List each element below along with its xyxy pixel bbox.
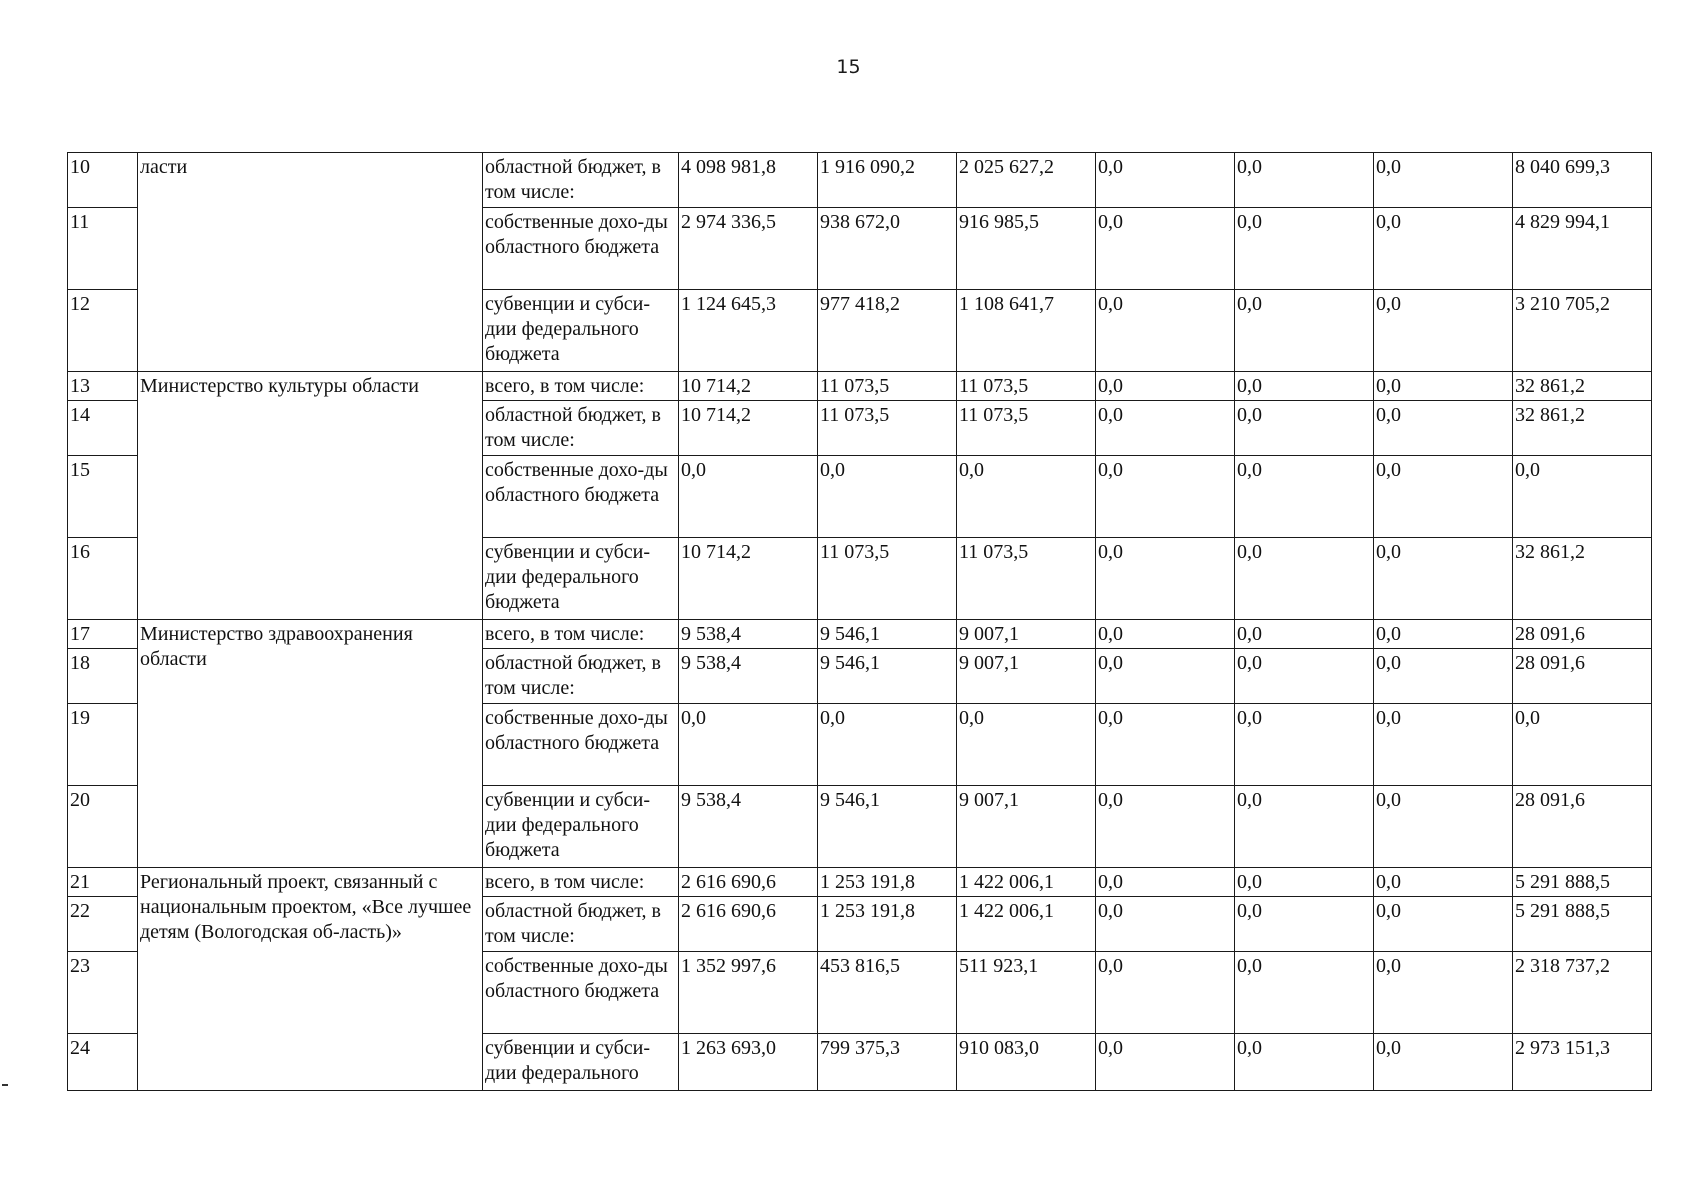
value-cell: 0,0 bbox=[1374, 153, 1513, 208]
value-cell: 9 538,4 bbox=[679, 649, 818, 704]
value-cell: 453 816,5 bbox=[818, 952, 957, 1034]
value-cell: 9 546,1 bbox=[818, 649, 957, 704]
row-number: 11 bbox=[68, 208, 138, 290]
value-cell: 11 073,5 bbox=[818, 538, 957, 620]
value-cell: 32 861,2 bbox=[1513, 372, 1652, 401]
value-cell: 0,0 bbox=[1096, 897, 1235, 952]
value-cell: 8 040 699,3 bbox=[1513, 153, 1652, 208]
budget-table bbox=[67, 152, 1652, 1091]
value-cell: 0,0 bbox=[1235, 868, 1374, 897]
value-cell: 9 546,1 bbox=[818, 786, 957, 868]
value-cell: 0,0 bbox=[1235, 649, 1374, 704]
value-cell: 0,0 bbox=[818, 704, 957, 786]
value-cell: 0,0 bbox=[1235, 538, 1374, 620]
value-cell: 0,0 bbox=[1096, 786, 1235, 868]
row-number: 10 bbox=[68, 153, 138, 208]
value-cell: 0,0 bbox=[1096, 649, 1235, 704]
value-cell: 0,0 bbox=[1096, 620, 1235, 649]
value-cell: 0,0 bbox=[1235, 153, 1374, 208]
value-cell: 0,0 bbox=[1374, 456, 1513, 538]
row-number: 21 bbox=[68, 868, 138, 897]
value-cell: 0,0 bbox=[1096, 372, 1235, 401]
funding-source: субвенции и субси-дии федерального bbox=[483, 1034, 679, 1091]
value-cell: 511 923,1 bbox=[957, 952, 1096, 1034]
row-number: 19 bbox=[68, 704, 138, 786]
value-cell: 0,0 bbox=[1096, 153, 1235, 208]
value-cell: 977 418,2 bbox=[818, 290, 957, 372]
value-cell: 2 973 151,3 bbox=[1513, 1034, 1652, 1091]
row-number: 18 bbox=[68, 649, 138, 704]
value-cell: 11 073,5 bbox=[957, 538, 1096, 620]
value-cell: 28 091,6 bbox=[1513, 786, 1652, 868]
value-cell: 2 616 690,6 bbox=[679, 868, 818, 897]
value-cell: 1 253 191,8 bbox=[818, 897, 957, 952]
value-cell: 0,0 bbox=[1096, 952, 1235, 1034]
value-cell: 9 538,4 bbox=[679, 620, 818, 649]
value-cell: 0,0 bbox=[1096, 538, 1235, 620]
value-cell: 10 714,2 bbox=[679, 538, 818, 620]
value-cell: 9 007,1 bbox=[957, 620, 1096, 649]
value-cell: 11 073,5 bbox=[957, 372, 1096, 401]
page-number: 15 bbox=[836, 56, 861, 78]
value-cell: 916 985,5 bbox=[957, 208, 1096, 290]
value-cell: 0,0 bbox=[818, 456, 957, 538]
funding-source: всего, в том числе: bbox=[483, 620, 679, 649]
value-cell: 10 714,2 bbox=[679, 401, 818, 456]
value-cell: 0,0 bbox=[1374, 208, 1513, 290]
value-cell: 0,0 bbox=[679, 456, 818, 538]
table-row bbox=[68, 868, 1652, 897]
value-cell: 1 253 191,8 bbox=[818, 868, 957, 897]
value-cell: 0,0 bbox=[1513, 456, 1652, 538]
funding-source: субвенции и субси-дии федерального бюджета bbox=[483, 786, 679, 868]
value-cell: 0,0 bbox=[1235, 897, 1374, 952]
value-cell: 0,0 bbox=[1096, 456, 1235, 538]
value-cell: 0,0 bbox=[1374, 1034, 1513, 1091]
row-number: 13 bbox=[68, 372, 138, 401]
value-cell: 32 861,2 bbox=[1513, 401, 1652, 456]
value-cell: 5 291 888,5 bbox=[1513, 897, 1652, 952]
value-cell: 0,0 bbox=[1374, 290, 1513, 372]
scan-mark bbox=[2, 1084, 8, 1086]
funding-source: собственные дохо-ды областного бюджета bbox=[483, 952, 679, 1034]
value-cell: 2 616 690,6 bbox=[679, 897, 818, 952]
value-cell: 32 861,2 bbox=[1513, 538, 1652, 620]
table-row bbox=[68, 372, 1652, 401]
value-cell: 0,0 bbox=[1096, 208, 1235, 290]
value-cell: 0,0 bbox=[1235, 208, 1374, 290]
funding-source: всего, в том числе: bbox=[483, 372, 679, 401]
value-cell: 0,0 bbox=[1096, 401, 1235, 456]
value-cell: 0,0 bbox=[1096, 868, 1235, 897]
value-cell: 0,0 bbox=[679, 704, 818, 786]
value-cell: 0,0 bbox=[1096, 704, 1235, 786]
row-number: 15 bbox=[68, 456, 138, 538]
row-number: 17 bbox=[68, 620, 138, 649]
value-cell: 0,0 bbox=[1235, 401, 1374, 456]
table-row bbox=[68, 153, 1652, 208]
executor-name: Министерство культуры области bbox=[138, 372, 483, 620]
row-number: 16 bbox=[68, 538, 138, 620]
row-number: 12 bbox=[68, 290, 138, 372]
value-cell: 9 007,1 bbox=[957, 786, 1096, 868]
value-cell: 0,0 bbox=[1513, 704, 1652, 786]
funding-source: областной бюджет, в том числе: bbox=[483, 401, 679, 456]
value-cell: 0,0 bbox=[1374, 649, 1513, 704]
funding-source: собственные дохо-ды областного бюджета bbox=[483, 704, 679, 786]
value-cell: 2 974 336,5 bbox=[679, 208, 818, 290]
value-cell: 11 073,5 bbox=[957, 401, 1096, 456]
funding-source: областной бюджет, в том числе: bbox=[483, 153, 679, 208]
value-cell: 799 375,3 bbox=[818, 1034, 957, 1091]
value-cell: 0,0 bbox=[1374, 538, 1513, 620]
value-cell: 0,0 bbox=[957, 456, 1096, 538]
value-cell: 0,0 bbox=[1374, 372, 1513, 401]
value-cell: 28 091,6 bbox=[1513, 620, 1652, 649]
value-cell: 1 422 006,1 bbox=[957, 897, 1096, 952]
funding-source: собственные дохо-ды областного бюджета bbox=[483, 208, 679, 290]
value-cell: 1 916 090,2 bbox=[818, 153, 957, 208]
row-number: 24 bbox=[68, 1034, 138, 1091]
funding-source: областной бюджет, в том числе: bbox=[483, 897, 679, 952]
row-number: 22 bbox=[68, 897, 138, 952]
value-cell: 1 108 641,7 bbox=[957, 290, 1096, 372]
funding-source: субвенции и субси-дии федерального бюджета bbox=[483, 290, 679, 372]
value-cell: 0,0 bbox=[1235, 1034, 1374, 1091]
executor-name: ласти bbox=[138, 153, 483, 372]
value-cell: 0,0 bbox=[1374, 620, 1513, 649]
value-cell: 1 263 693,0 bbox=[679, 1034, 818, 1091]
value-cell: 9 007,1 bbox=[957, 649, 1096, 704]
funding-source: всего, в том числе: bbox=[483, 868, 679, 897]
row-number: 14 bbox=[68, 401, 138, 456]
row-number: 23 bbox=[68, 952, 138, 1034]
value-cell: 11 073,5 bbox=[818, 372, 957, 401]
value-cell: 2 318 737,2 bbox=[1513, 952, 1652, 1034]
value-cell: 5 291 888,5 bbox=[1513, 868, 1652, 897]
value-cell: 0,0 bbox=[1374, 704, 1513, 786]
value-cell: 910 083,0 bbox=[957, 1034, 1096, 1091]
value-cell: 4 098 981,8 bbox=[679, 153, 818, 208]
funding-source: собственные дохо-ды областного бюджета bbox=[483, 456, 679, 538]
value-cell: 3 210 705,2 bbox=[1513, 290, 1652, 372]
value-cell: 0,0 bbox=[1374, 401, 1513, 456]
value-cell: 4 829 994,1 bbox=[1513, 208, 1652, 290]
funding-source: областной бюджет, в том числе: bbox=[483, 649, 679, 704]
value-cell: 0,0 bbox=[1096, 1034, 1235, 1091]
value-cell: 938 672,0 bbox=[818, 208, 957, 290]
value-cell: 28 091,6 bbox=[1513, 649, 1652, 704]
value-cell: 0,0 bbox=[1235, 952, 1374, 1034]
value-cell: 9 538,4 bbox=[679, 786, 818, 868]
value-cell: 0,0 bbox=[957, 704, 1096, 786]
value-cell: 2 025 627,2 bbox=[957, 153, 1096, 208]
value-cell: 0,0 bbox=[1096, 290, 1235, 372]
funding-source: субвенции и субси-дии федерального бюджета bbox=[483, 538, 679, 620]
value-cell: 11 073,5 bbox=[818, 401, 957, 456]
value-cell: 1 352 997,6 bbox=[679, 952, 818, 1034]
value-cell: 0,0 bbox=[1235, 372, 1374, 401]
value-cell: 0,0 bbox=[1235, 456, 1374, 538]
executor-name: Региональный проект, связанный с национальным проектом, «Все лучшее детям (Вологодская об-ласть)» bbox=[138, 868, 483, 1091]
executor-name: Министерство здравоохранения области bbox=[138, 620, 483, 868]
value-cell: 0,0 bbox=[1374, 952, 1513, 1034]
value-cell: 1 422 006,1 bbox=[957, 868, 1096, 897]
value-cell: 0,0 bbox=[1374, 868, 1513, 897]
table-row bbox=[68, 620, 1652, 649]
value-cell: 0,0 bbox=[1235, 290, 1374, 372]
value-cell: 0,0 bbox=[1235, 704, 1374, 786]
value-cell: 0,0 bbox=[1235, 620, 1374, 649]
value-cell: 0,0 bbox=[1374, 786, 1513, 868]
value-cell: 0,0 bbox=[1374, 897, 1513, 952]
value-cell: 9 546,1 bbox=[818, 620, 957, 649]
value-cell: 10 714,2 bbox=[679, 372, 818, 401]
value-cell: 0,0 bbox=[1235, 786, 1374, 868]
value-cell: 1 124 645,3 bbox=[679, 290, 818, 372]
row-number: 20 bbox=[68, 786, 138, 868]
